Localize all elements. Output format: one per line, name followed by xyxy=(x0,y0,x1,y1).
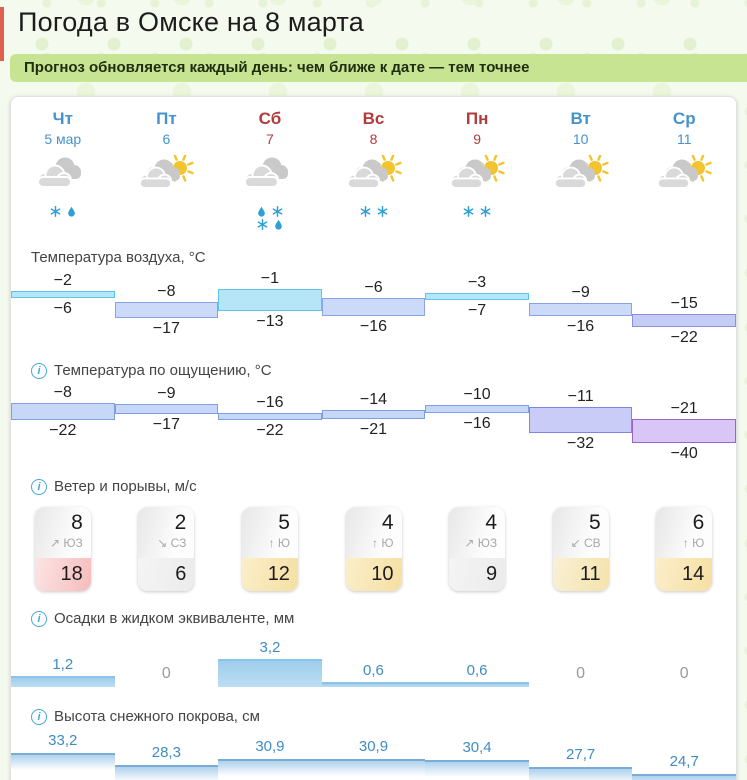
wind-card-top xyxy=(346,507,402,558)
wind-speed-value: 4 xyxy=(485,510,498,534)
day-name: Пт xyxy=(156,109,177,128)
wind-card-top xyxy=(35,507,91,558)
precip-value-label: 1,2 xyxy=(52,656,74,674)
wind-cell xyxy=(632,507,736,597)
snow-value-label: 30,4 xyxy=(462,738,492,756)
info-icon[interactable]: i xyxy=(31,709,47,725)
precipitation-chart xyxy=(11,631,736,695)
day-date: 5 мар xyxy=(44,131,82,147)
day-temp-label: −21 xyxy=(670,400,698,418)
temperature-band xyxy=(425,293,529,300)
wind-card-top xyxy=(242,507,298,558)
snow-step-fill xyxy=(115,767,219,780)
temperature-band xyxy=(218,289,322,311)
precipitation-glyphs xyxy=(425,206,529,219)
wind-direction-arrow-icon: ↑ xyxy=(268,535,278,550)
section-title-feels xyxy=(31,361,736,381)
wind-card xyxy=(656,507,712,591)
day-column[interactable] xyxy=(322,109,426,147)
temperature-band xyxy=(425,405,529,413)
wind-gust-value: 11 xyxy=(553,558,609,591)
precip-zero-label: 0 xyxy=(679,664,689,682)
raindrop-icon xyxy=(67,206,76,219)
wind-card xyxy=(242,507,298,591)
day-temp-label: −11 xyxy=(567,387,594,405)
wind-direction-label: Ю xyxy=(381,535,394,550)
info-icon[interactable]: i xyxy=(31,363,47,379)
snow-value-label: 33,2 xyxy=(48,731,78,749)
day-temp-label: −15 xyxy=(670,295,698,313)
temperature-band xyxy=(11,403,115,421)
day-temp-label: −16 xyxy=(256,393,284,411)
night-temp-label: −13 xyxy=(256,312,284,330)
wind-direction-arrow-icon: ↑ xyxy=(372,535,382,550)
wind-speed-value: 5 xyxy=(588,510,601,534)
sun-cloud-icon xyxy=(550,188,612,205)
forecast-card xyxy=(10,96,737,780)
wind-gust-value: 14 xyxy=(656,558,712,591)
day-name: Чт xyxy=(52,109,73,128)
snow-step-fill xyxy=(425,762,529,777)
wind-cell xyxy=(11,507,115,597)
wind-direction-arrow-icon: ↑ xyxy=(682,535,693,550)
snowflake-icon xyxy=(360,206,371,219)
section-title-air xyxy=(31,247,736,267)
precip-zero-label: 0 xyxy=(161,664,171,682)
wind-speed-value: 6 xyxy=(692,510,705,534)
temperature-band xyxy=(115,302,219,318)
sun-cloud-icon xyxy=(343,188,405,205)
section-title-snow-label: Высота снежного покрова, см xyxy=(54,708,260,726)
day-temp-label: −8 xyxy=(157,282,176,300)
precip-bar xyxy=(425,682,529,687)
wind-card-top xyxy=(449,507,505,558)
day-temp-label: −3 xyxy=(467,273,487,291)
day-name: Вс xyxy=(362,109,385,128)
day-date: 9 xyxy=(473,131,481,147)
snow-step-fill xyxy=(632,776,736,780)
day-temp-label: −1 xyxy=(260,270,280,287)
day-column[interactable] xyxy=(529,109,633,147)
snowflake-icon xyxy=(257,219,268,232)
wind-card xyxy=(138,507,194,591)
precip-value-label: 0,6 xyxy=(466,661,488,679)
update-notice-banner: Прогноз обновляется каждый день: чем ближе к дате — тем точнее xyxy=(10,54,747,82)
wind-direction-label: ЮЗ xyxy=(477,535,498,550)
snow-step-fill xyxy=(11,755,115,770)
info-icon[interactable]: i xyxy=(31,611,47,627)
wind-card xyxy=(553,507,609,591)
wind-direction xyxy=(449,536,497,550)
precip-value-label: 0,6 xyxy=(363,661,384,679)
precipitation-glyphs xyxy=(218,206,322,232)
section-title-precip xyxy=(31,609,736,629)
snowflake-icon xyxy=(377,206,388,219)
raindrop-icon xyxy=(257,206,266,219)
snow-value-label: 27,7 xyxy=(566,745,596,763)
wind-cell xyxy=(115,507,219,597)
precip-glyph-row xyxy=(11,206,115,219)
wind-direction xyxy=(656,536,704,550)
night-temp-label: −40 xyxy=(670,444,698,462)
wind-card xyxy=(346,507,402,591)
sun-cloud-icon xyxy=(446,188,508,205)
snow-value-label: 24,7 xyxy=(669,753,699,771)
weather-icon-cell xyxy=(11,155,115,235)
weather-icon-cell xyxy=(632,155,736,235)
cloud-icon xyxy=(32,188,94,205)
day-name: Вт xyxy=(570,109,591,128)
wind-card xyxy=(449,507,505,591)
precip-glyph-row xyxy=(218,219,322,232)
precip-zero-label: 0 xyxy=(576,664,586,682)
wind-cell xyxy=(425,507,529,597)
temperature-band xyxy=(115,404,219,414)
feels-like-temperature-chart xyxy=(11,383,736,465)
wind-direction xyxy=(346,536,394,550)
temperature-band xyxy=(322,298,426,316)
info-icon[interactable]: i xyxy=(31,479,47,495)
day-column[interactable] xyxy=(115,109,219,147)
night-temp-label: −17 xyxy=(152,416,180,434)
cloud-icon xyxy=(239,188,301,205)
weather-icon-cell xyxy=(425,155,529,235)
snow-depth-chart xyxy=(11,729,736,780)
precip-value-label: 3,2 xyxy=(259,638,281,656)
day-name: Пн xyxy=(465,109,489,128)
day-column[interactable] xyxy=(425,109,529,147)
temperature-band xyxy=(632,314,736,327)
wind-cell xyxy=(218,507,322,597)
night-temp-label: −16 xyxy=(359,318,388,335)
wind-direction-arrow-icon: ↗ xyxy=(50,535,64,550)
sun-cloud-icon xyxy=(653,188,715,205)
wind-gust-value: 18 xyxy=(35,558,91,591)
days-header-row xyxy=(11,109,736,147)
weather-icons-row xyxy=(11,155,736,235)
night-temp-label: −21 xyxy=(359,421,388,439)
snowflake-icon xyxy=(480,206,491,219)
snow-value-label: 30,9 xyxy=(358,737,389,755)
wind-cards-row xyxy=(11,507,736,597)
wind-speed-value: 5 xyxy=(278,510,290,534)
wind-direction-arrow-icon: ↙ xyxy=(570,535,584,550)
wind-direction-arrow-icon: ↘ xyxy=(157,535,171,550)
day-date: 8 xyxy=(369,131,378,147)
day-temp-label: −14 xyxy=(359,391,388,409)
wind-cell xyxy=(322,507,426,597)
precipitation-glyphs xyxy=(11,206,115,219)
night-temp-label: −32 xyxy=(567,434,595,452)
wind-direction-label: Ю xyxy=(692,535,705,550)
precip-bar xyxy=(11,676,115,687)
snow-value-label: 28,3 xyxy=(151,744,181,762)
day-temp-label: −6 xyxy=(364,279,383,296)
day-column[interactable] xyxy=(218,109,322,147)
day-column[interactable] xyxy=(632,109,736,147)
wind-speed-value: 8 xyxy=(71,510,83,534)
section-title-snow xyxy=(31,707,736,727)
wind-direction-label: Ю xyxy=(277,535,290,550)
snow-step-fill xyxy=(529,769,633,780)
section-title-precip-label: Осадки в жидком эквиваленте, мм xyxy=(54,610,295,628)
temperature-band xyxy=(632,419,736,443)
day-temp-label: −9 xyxy=(571,284,590,302)
day-temp-label: −9 xyxy=(157,385,176,403)
wind-speed-value: 2 xyxy=(174,510,187,534)
section-title-wind xyxy=(31,477,736,497)
day-column[interactable] xyxy=(11,109,115,147)
day-name: Сб xyxy=(258,109,282,128)
page-title: Погода в Омске на 8 марта xyxy=(18,7,364,37)
snow-step-fill xyxy=(322,761,426,776)
wind-direction xyxy=(242,536,290,550)
temperature-band xyxy=(11,291,115,298)
wind-gust-value: 6 xyxy=(138,558,194,591)
wind-card-top xyxy=(553,507,609,558)
snowflake-icon xyxy=(272,206,283,219)
temperature-band xyxy=(218,413,322,421)
night-temp-label: −16 xyxy=(463,414,491,432)
air-temperature-chart xyxy=(11,269,736,349)
precip-glyph-row xyxy=(322,206,426,219)
day-date: 10 xyxy=(572,131,589,147)
wind-card-top xyxy=(138,507,194,558)
wind-direction xyxy=(553,536,601,550)
night-temp-label: −22 xyxy=(256,422,284,440)
temperature-band xyxy=(529,407,633,433)
precipitation-glyphs xyxy=(322,206,426,219)
day-date: 6 xyxy=(162,131,171,147)
night-temp-label: −16 xyxy=(567,318,595,335)
snowflake-icon xyxy=(50,206,61,219)
day-date: 7 xyxy=(266,131,274,147)
sun-cloud-icon xyxy=(135,188,197,205)
precip-glyph-row xyxy=(425,206,529,219)
temperature-band xyxy=(322,410,426,419)
night-temp-label: −22 xyxy=(49,422,77,440)
left-edge-accent xyxy=(0,7,4,61)
wind-gust-value: 12 xyxy=(242,558,298,591)
raindrop-icon xyxy=(274,219,283,232)
precip-bar xyxy=(218,659,322,687)
temperature-band xyxy=(529,303,633,316)
weather-icon-cell xyxy=(115,155,219,235)
section-title-wind-label: Ветер и порывы, м/с xyxy=(54,478,197,496)
snowflake-icon xyxy=(463,206,474,219)
wind-card xyxy=(35,507,91,591)
night-temp-label: −7 xyxy=(467,301,487,319)
wind-direction xyxy=(35,536,83,550)
wind-speed-value: 4 xyxy=(381,510,394,534)
weather-icon-cell xyxy=(322,155,426,235)
wind-gust-value: 9 xyxy=(449,558,505,591)
wind-direction-label: СВ xyxy=(584,535,601,550)
section-title-air-label: Температура воздуха, °C xyxy=(31,248,206,266)
weather-icon-cell xyxy=(529,155,633,235)
weather-icon-cell xyxy=(218,155,322,235)
section-title-feels-label: Температура по ощущению, °C xyxy=(54,362,272,380)
snow-value-label: 30,9 xyxy=(255,737,285,755)
wind-gust-value: 10 xyxy=(346,558,402,591)
day-temp-label: −10 xyxy=(463,386,491,404)
day-name: Ср xyxy=(672,109,696,128)
day-date: 11 xyxy=(676,131,692,147)
night-temp-label: −6 xyxy=(53,300,72,317)
snow-step-fill xyxy=(218,761,322,776)
wind-direction-label: ЮЗ xyxy=(63,535,83,550)
wind-card-top xyxy=(656,507,712,558)
night-temp-label: −17 xyxy=(152,319,180,337)
wind-cell xyxy=(529,507,633,597)
wind-direction-label: СЗ xyxy=(170,535,187,550)
precip-glyph-row xyxy=(218,206,322,219)
day-temp-label: −8 xyxy=(53,383,72,401)
wind-direction-arrow-icon: ↗ xyxy=(464,535,478,550)
day-temp-label: −2 xyxy=(53,271,72,289)
night-temp-label: −22 xyxy=(670,328,698,346)
precip-bar xyxy=(322,682,426,687)
wind-direction xyxy=(138,536,186,550)
